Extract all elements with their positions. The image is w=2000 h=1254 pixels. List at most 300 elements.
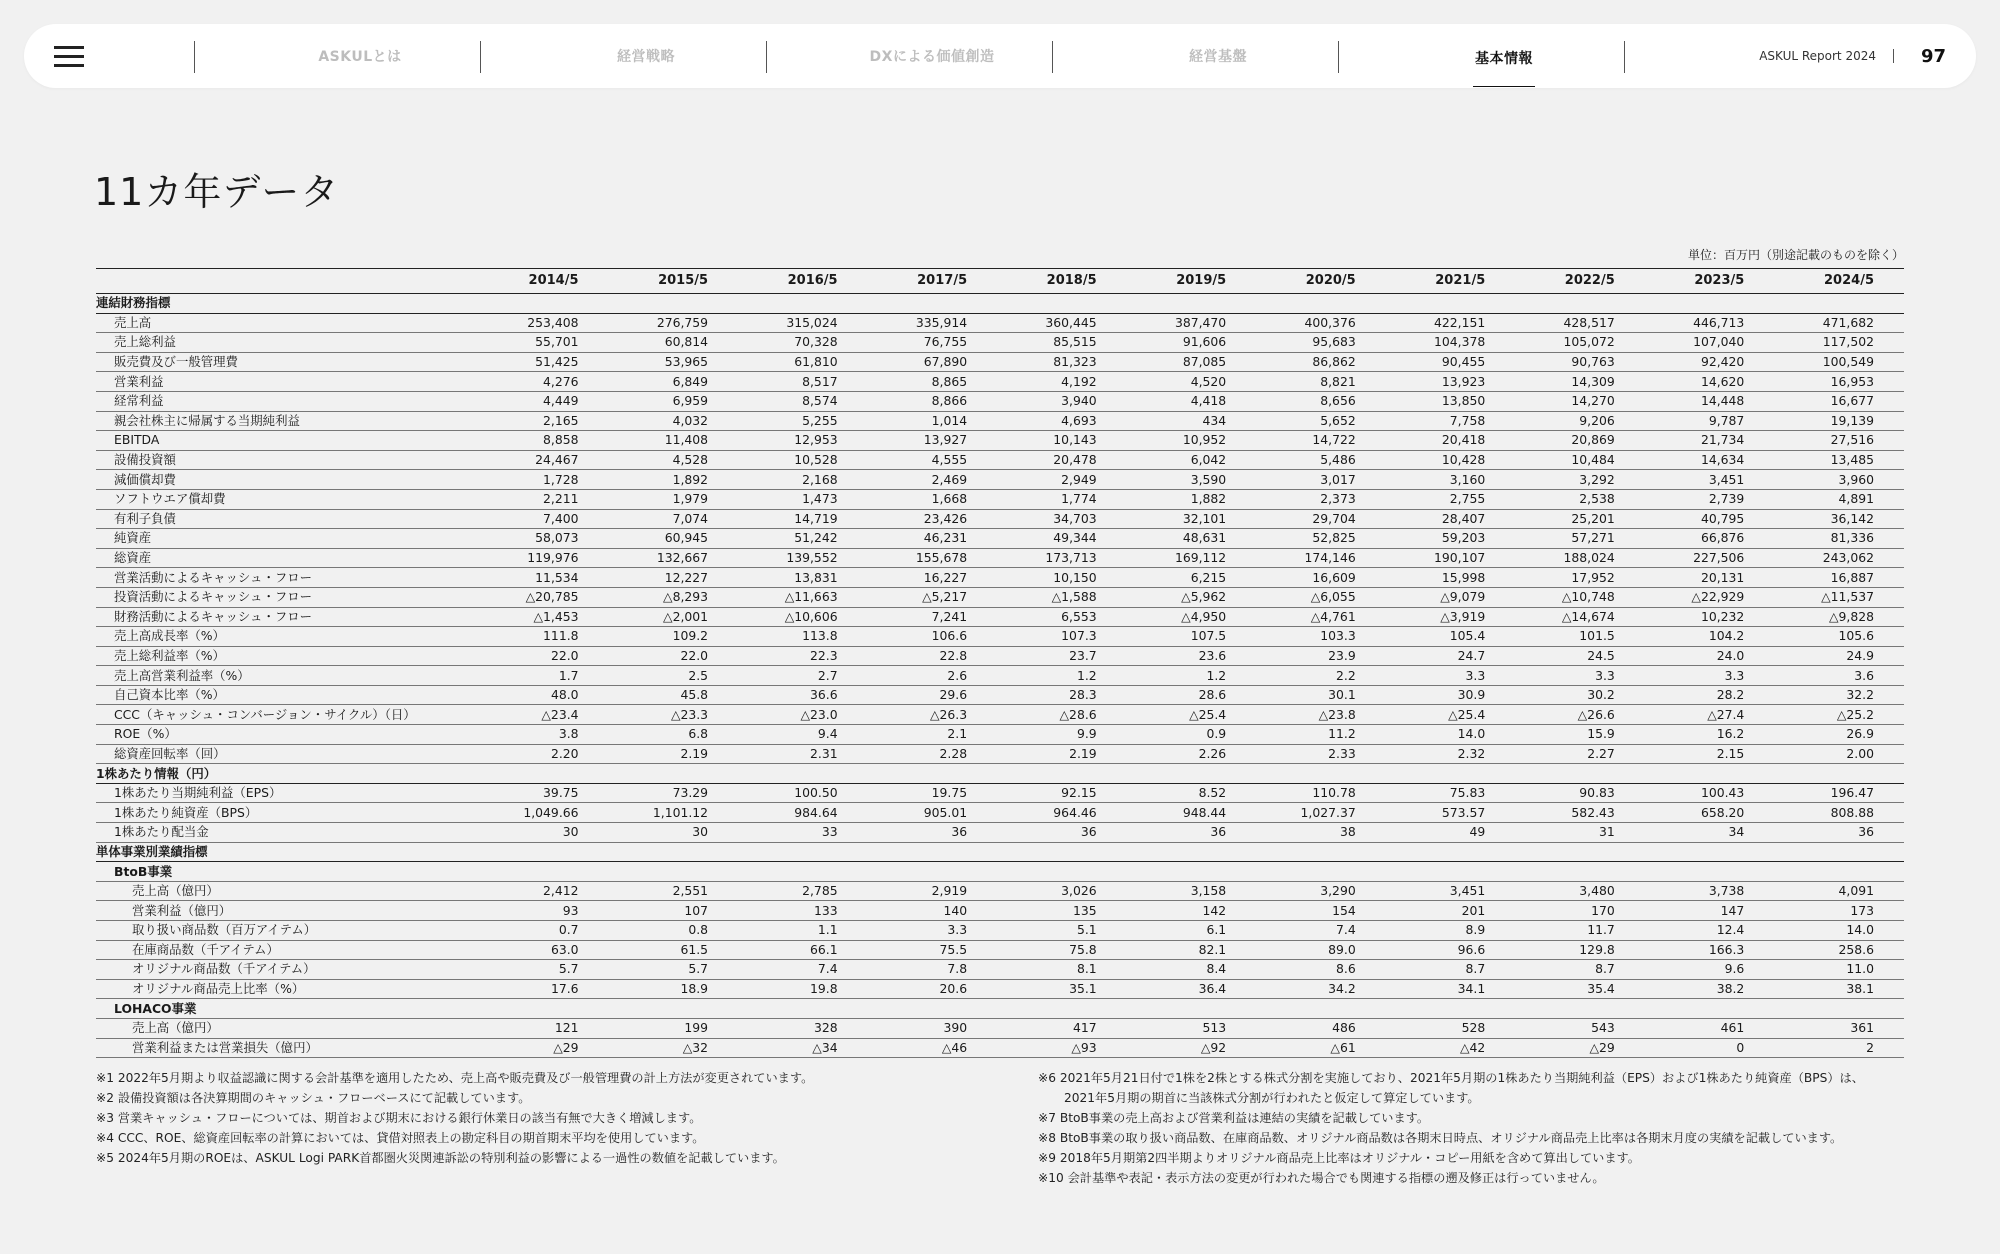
table-cell: 27,516 — [1830, 432, 1874, 448]
tab-label: 経営戦略 — [617, 49, 675, 65]
table-cell: 8.52 — [1198, 785, 1227, 801]
row-label: 売上高（億円） — [132, 883, 219, 899]
table-cell: 9.4 — [817, 726, 838, 742]
table-cell: 140 — [943, 902, 968, 918]
table-cell: 3,160 — [1449, 471, 1486, 487]
table-cell: 2 — [1866, 1039, 1874, 1055]
tab-askul-about[interactable] — [218, 24, 502, 88]
table-cell: 28.6 — [1198, 687, 1227, 703]
table-cell: △2,001 — [663, 608, 709, 624]
table-cell: 276,759 — [656, 314, 709, 330]
table-cell: 36 — [951, 824, 968, 840]
table-cell: 5.7 — [558, 961, 579, 977]
table-cell: 8,821 — [1320, 373, 1356, 389]
table-row — [96, 803, 1904, 823]
table-cell: 11,408 — [664, 432, 709, 448]
subsection-label: BtoB事業 — [114, 863, 173, 879]
table-cell: 528 — [1461, 1020, 1486, 1036]
table-cell: 81,323 — [1053, 354, 1097, 370]
table-cell: 513 — [1202, 1020, 1227, 1036]
table-cell: 110.78 — [1312, 785, 1356, 801]
table-cell: △8,293 — [663, 589, 709, 605]
tab-management-strategy[interactable] — [504, 24, 788, 88]
table-cell: 360,445 — [1045, 314, 1097, 330]
row-label: 売上高営業利益率（%） — [114, 667, 250, 683]
table-cell: 12,227 — [664, 569, 709, 585]
table-cell: 390 — [943, 1020, 968, 1036]
footnote: ※5 2024年5月期のROEは、ASKUL Logi PARK首都圏火災関連訴訟の特別利益の影響による一過性の数値を記載しています。 — [96, 1151, 785, 1165]
table-cell: 1,101.12 — [652, 804, 709, 820]
table-cell: 58,073 — [535, 530, 579, 546]
table-cell: 75.5 — [939, 941, 968, 957]
table-cell: 7,758 — [1449, 412, 1486, 428]
table-cell: 3.3 — [1465, 667, 1486, 683]
table-cell: 7.8 — [947, 961, 968, 977]
table-cell: 9.9 — [1076, 726, 1097, 742]
table-cell: 23.9 — [1328, 647, 1356, 663]
table-cell: 85,515 — [1053, 334, 1097, 350]
table-cell: 20,418 — [1441, 432, 1486, 448]
menu-icon[interactable] — [54, 46, 84, 68]
table-cell: 3,292 — [1579, 471, 1615, 487]
table-cell: 2,373 — [1320, 491, 1356, 507]
table-cell: 38.1 — [1846, 981, 1874, 997]
row-label: 営業利益（億円） — [132, 902, 232, 918]
table-cell: 81,336 — [1830, 530, 1874, 546]
table-cell: 36.6 — [810, 687, 838, 703]
table-cell: 3.3 — [1595, 667, 1615, 683]
table-cell: 6,959 — [672, 393, 709, 409]
table-cell: 2,469 — [931, 471, 968, 487]
table-cell: 48.0 — [550, 687, 579, 703]
table-cell: 73.29 — [672, 785, 709, 801]
table-cell: 29,704 — [1312, 510, 1356, 526]
table-cell: 100.43 — [1700, 785, 1745, 801]
table-cell: 106.6 — [931, 628, 968, 644]
row-label: ソフトウエア償却費 — [114, 491, 226, 507]
table-cell: 6.8 — [688, 726, 709, 742]
table-cell: 36 — [1210, 824, 1227, 840]
table-cell: △26.3 — [930, 706, 968, 722]
table-row — [96, 568, 1904, 588]
table-row — [96, 1018, 1904, 1038]
table-row — [96, 411, 1904, 431]
tab-basic-info[interactable] — [1362, 24, 1646, 88]
table-cell: 28.2 — [1716, 687, 1745, 703]
table-cell: △25.4 — [1448, 706, 1486, 722]
year-header: 2015/5 — [609, 269, 739, 294]
table-row — [96, 921, 1904, 941]
table-row — [96, 725, 1904, 745]
table-cell: △3,919 — [1440, 608, 1486, 624]
table-cell: 5.7 — [688, 961, 709, 977]
footnote: 2021年5月期の期首に当該株式分割が行われたと仮定して算定しています。 — [1064, 1091, 1480, 1105]
table-cell: 2.5 — [688, 667, 709, 683]
table-cell: 174,146 — [1304, 550, 1356, 566]
table-cell: 328 — [813, 1020, 838, 1036]
table-cell: 8.9 — [1465, 922, 1486, 938]
table-cell: 8.7 — [1465, 961, 1486, 977]
table-cell: 8.7 — [1595, 961, 1615, 977]
table-cell: 22.0 — [550, 647, 579, 663]
table-cell: 658.20 — [1700, 804, 1745, 820]
table-cell: △42 — [1459, 1039, 1486, 1055]
table-cell: 387,470 — [1174, 314, 1227, 330]
table-row — [96, 744, 1904, 764]
table-cell: △5,217 — [922, 589, 968, 605]
table-cell: 8.6 — [1336, 961, 1356, 977]
table-cell: 5,255 — [802, 412, 838, 428]
table-cell: 1,728 — [543, 471, 579, 487]
table-row — [96, 646, 1904, 666]
subsection-header-row — [96, 999, 1904, 1019]
table-cell: 2.2 — [1336, 667, 1356, 683]
table-cell: 35.4 — [1587, 981, 1615, 997]
table-cell: 92.15 — [1061, 785, 1097, 801]
table-cell: △92 — [1200, 1039, 1227, 1055]
table-cell: 76,755 — [923, 334, 968, 350]
table-cell: 3,158 — [1190, 883, 1227, 899]
table-cell: 96.6 — [1457, 941, 1486, 957]
row-label: オリジナル商品数（千アイテム） — [132, 961, 316, 977]
year-header: 2019/5 — [1127, 269, 1257, 294]
table-cell: △4,950 — [1181, 608, 1227, 624]
row-label: 総資産 — [114, 550, 152, 566]
table-cell: 948.44 — [1182, 804, 1227, 820]
table-cell: 1,892 — [672, 471, 709, 487]
table-row — [96, 391, 1904, 411]
table-cell: 11.7 — [1587, 922, 1615, 938]
table-cell: 3,017 — [1320, 471, 1356, 487]
table-row — [96, 783, 1904, 803]
table-cell: 243,062 — [1822, 550, 1874, 566]
table-cell: 3,480 — [1579, 883, 1615, 899]
row-label: 総資産回転率（回） — [114, 745, 226, 761]
table-cell: 190,107 — [1434, 550, 1486, 566]
table-cell: 446,713 — [1693, 314, 1745, 330]
row-label: 売上高（億円） — [132, 1020, 219, 1036]
table-cell: 100.50 — [794, 785, 838, 801]
table-cell: 14.0 — [1457, 726, 1486, 742]
footnote: ※10 会計基準や表記・表示方法の変更が行われた場合でも関連する指標の遡及修正は行っていません。 — [1038, 1171, 1605, 1185]
table-cell: 14,719 — [794, 510, 838, 526]
table-cell: 142 — [1202, 902, 1227, 918]
table-cell: 61.5 — [680, 941, 709, 957]
table-cell: 28,407 — [1441, 510, 1486, 526]
table-cell: 1.1 — [817, 922, 838, 938]
table-row — [96, 666, 1904, 686]
table-cell: 543 — [1591, 1020, 1615, 1036]
table-cell: 1.2 — [1206, 667, 1227, 683]
table-cell: △29 — [553, 1039, 579, 1055]
table-cell: 17,952 — [1571, 569, 1615, 585]
table-cell: 36 — [1080, 824, 1097, 840]
row-label: 減価償却費 — [114, 471, 176, 487]
table-cell: 361 — [1850, 1020, 1874, 1036]
tab-management-foundation[interactable] — [1076, 24, 1360, 88]
table-cell: 1,049.66 — [523, 804, 579, 820]
table-cell: 24,467 — [535, 452, 579, 468]
table-cell: 90,455 — [1441, 354, 1486, 370]
row-label: ROE（%） — [114, 726, 177, 742]
table-cell: 67,890 — [923, 354, 968, 370]
table-cell: 3,960 — [1838, 471, 1874, 487]
table-cell: 24.5 — [1587, 647, 1615, 663]
table-cell: 23,426 — [923, 510, 968, 526]
table-cell: △46 — [941, 1039, 968, 1055]
section-label: 1株あたり情報（円） — [96, 764, 1904, 784]
nav-divider — [480, 41, 481, 73]
table-cell: 2.7 — [817, 667, 838, 683]
section-header-row — [96, 764, 1904, 784]
row-label: 1株あたり純資産（BPS） — [114, 804, 258, 820]
table-cell: 70,328 — [794, 334, 838, 350]
table-cell: △23.8 — [1318, 706, 1356, 722]
table-cell: △20,785 — [525, 589, 579, 605]
table-cell: 422,151 — [1434, 314, 1486, 330]
table-cell: 93 — [562, 902, 579, 918]
table-cell: 139,552 — [786, 550, 838, 566]
tab-dx-value-creation[interactable] — [790, 24, 1074, 88]
table-cell: 75.8 — [1069, 941, 1097, 957]
table-cell: 2.20 — [550, 745, 579, 761]
table-cell: 34.2 — [1328, 981, 1356, 997]
tab-label: DXによる価値創造 — [869, 49, 995, 65]
row-label: 営業利益または営業損失（億円） — [132, 1039, 318, 1055]
table-cell: 51,425 — [535, 354, 579, 370]
subsection-header-row — [96, 862, 1904, 882]
table-cell: 7,400 — [543, 510, 579, 526]
table-cell: 75.83 — [1449, 785, 1486, 801]
table-cell: 2.1 — [947, 726, 968, 742]
table-cell: △1,453 — [533, 608, 579, 624]
table-cell: 5,652 — [1320, 412, 1356, 428]
row-label: 有利子負債 — [114, 510, 176, 526]
year-header: 2014/5 — [479, 269, 609, 294]
footnote: ※7 BtoB事業の売上高および営業利益は連結の実績を記載しています。 — [1038, 1111, 1430, 1125]
table-cell: 38.2 — [1716, 981, 1745, 997]
table-cell: 4,192 — [1061, 373, 1097, 389]
table-cell: 417 — [1073, 1020, 1097, 1036]
table-cell: △28.6 — [1059, 706, 1097, 722]
table-cell: 196.47 — [1830, 785, 1874, 801]
year-header: 2021/5 — [1386, 269, 1516, 294]
table-cell: 105,072 — [1563, 334, 1615, 350]
table-cell: 258.6 — [1838, 941, 1874, 957]
table-cell: 4,891 — [1838, 491, 1874, 507]
table-cell: 28.3 — [1069, 687, 1097, 703]
year-header: 2022/5 — [1515, 269, 1645, 294]
section-header-row — [96, 294, 1904, 314]
table-cell: 2,538 — [1579, 491, 1615, 507]
table-cell: 5,486 — [1320, 452, 1356, 468]
table-cell: 1,014 — [931, 412, 968, 428]
table-cell: 9.6 — [1724, 961, 1745, 977]
row-label: オリジナル商品売上比率（%） — [132, 981, 305, 997]
table-cell: 57,271 — [1571, 530, 1615, 546]
row-label: 在庫商品数（千アイテム） — [132, 941, 279, 957]
row-label: 自己資本比率（%） — [114, 687, 225, 703]
year-header: 2023/5 — [1645, 269, 1775, 294]
table-cell: 2,551 — [672, 883, 709, 899]
table-cell: 22.3 — [810, 647, 838, 663]
table-row — [96, 979, 1904, 999]
table-cell: 19.75 — [931, 785, 968, 801]
table-cell: 147 — [1720, 902, 1745, 918]
table-row — [96, 685, 1904, 705]
table-cell: 2,919 — [931, 883, 968, 899]
table-cell: 9,206 — [1579, 412, 1615, 428]
table-cell: △93 — [1071, 1039, 1097, 1055]
table-cell: 107,040 — [1693, 334, 1745, 350]
table-cell: 24.0 — [1716, 647, 1745, 663]
table-cell: 155,678 — [915, 550, 968, 566]
table-cell: 2,412 — [543, 883, 579, 899]
table-cell: 90,763 — [1571, 354, 1615, 370]
table-cell: 14,634 — [1700, 452, 1745, 468]
table-cell: △26.6 — [1577, 706, 1615, 722]
table-cell: 104.2 — [1708, 628, 1745, 644]
table-cell: 32.2 — [1846, 687, 1874, 703]
table-cell: 3,290 — [1320, 883, 1356, 899]
table-row — [96, 470, 1904, 490]
table-cell: 8,866 — [931, 393, 968, 409]
table-cell: 26.9 — [1846, 726, 1874, 742]
table-cell: 434 — [1202, 412, 1227, 428]
table-row — [96, 901, 1904, 921]
table-cell: 166.3 — [1708, 941, 1745, 957]
table-cell: △6,055 — [1310, 589, 1356, 605]
table-cell: 428,517 — [1563, 314, 1615, 330]
table-cell: 4,520 — [1190, 373, 1227, 389]
table-cell: 3.6 — [1854, 667, 1874, 683]
table-cell: 52,825 — [1312, 530, 1356, 546]
table-cell: 23.6 — [1198, 647, 1227, 663]
row-label: 営業利益 — [114, 373, 164, 389]
section-label: 連結財務指標 — [96, 294, 1904, 314]
row-label: 1株あたり当期純利益（EPS） — [114, 785, 282, 801]
table-cell: 119,976 — [527, 550, 579, 566]
table-cell: △4,761 — [1310, 608, 1356, 624]
table-row — [96, 509, 1904, 529]
table-cell: 13,923 — [1441, 373, 1486, 389]
row-label: 純資産 — [114, 530, 152, 546]
table-cell: 24.7 — [1457, 647, 1486, 663]
table-cell: 573.57 — [1441, 804, 1486, 820]
table-row — [96, 489, 1904, 509]
table-cell: 5.1 — [1076, 922, 1097, 938]
table-cell: 113.8 — [802, 628, 838, 644]
table-cell: 61,810 — [794, 354, 838, 370]
table-cell: 7,241 — [931, 608, 968, 624]
table-cell: 8.1 — [1076, 961, 1097, 977]
table-cell: 17.6 — [550, 981, 579, 997]
table-cell: 87,085 — [1182, 354, 1227, 370]
table-cell: △25.2 — [1836, 706, 1874, 722]
table-cell: 49,344 — [1053, 530, 1097, 546]
table-cell: 400,376 — [1304, 314, 1356, 330]
table-cell: 95,683 — [1312, 334, 1356, 350]
table-cell: 13,850 — [1441, 393, 1486, 409]
table-cell: △10,606 — [784, 608, 838, 624]
table-cell: 117,502 — [1822, 334, 1874, 350]
table-cell: △25.4 — [1189, 706, 1227, 722]
table-cell: 3,738 — [1708, 883, 1745, 899]
footnote: ※2 設備投資額は各決算期間のキャッシュ・フローベースにて記載しています。 — [96, 1091, 531, 1105]
table-cell: 51,242 — [794, 530, 838, 546]
table-cell: 11,534 — [535, 569, 579, 585]
table-cell: 4,032 — [672, 412, 709, 428]
table-cell: 105.4 — [1449, 628, 1486, 644]
table-cell: 132,667 — [656, 550, 709, 566]
table-cell: 35.1 — [1069, 981, 1097, 997]
table-cell: 4,528 — [672, 452, 709, 468]
table-cell: 461 — [1720, 1020, 1745, 1036]
row-label: 1株あたり配当金 — [114, 824, 209, 840]
table-cell: 1.2 — [1076, 667, 1097, 683]
table-cell: 66,876 — [1700, 530, 1745, 546]
table-cell: 10,484 — [1571, 452, 1615, 468]
table-cell: 48,631 — [1182, 530, 1227, 546]
table-cell: 14,270 — [1571, 393, 1615, 409]
nav-divider — [1052, 41, 1053, 73]
table-cell: 13,485 — [1830, 452, 1874, 468]
table-cell: 199 — [684, 1020, 709, 1036]
table-row — [96, 352, 1904, 372]
row-label: 取り扱い商品数（百万アイテム） — [132, 922, 317, 938]
table-cell: 2,168 — [802, 471, 838, 487]
table-cell: 63.0 — [550, 941, 579, 957]
unit-note: 単位：百万円（別途記載のものを除く） — [1687, 248, 1904, 262]
table-cell: 2.19 — [1069, 745, 1097, 761]
table-cell: 11.0 — [1846, 961, 1874, 977]
footnote: ※9 2018年5月期第2四半期よりオリジナル商品売上比率はオリジナル・コピー用紙を含めて算出しています。 — [1038, 1151, 1640, 1165]
table-cell: 170 — [1591, 902, 1615, 918]
table-cell: 14.0 — [1846, 922, 1874, 938]
table-cell: △29 — [1589, 1039, 1615, 1055]
table-cell: 984.64 — [794, 804, 838, 820]
table-cell: 36,142 — [1830, 510, 1874, 526]
table-cell: 133 — [813, 902, 838, 918]
table-cell: 0.8 — [688, 922, 709, 938]
table-cell: 2.19 — [680, 745, 709, 761]
table-cell: △23.3 — [670, 706, 709, 722]
table-cell: △9,079 — [1440, 589, 1486, 605]
table-cell: 4,449 — [543, 393, 579, 409]
row-label: 経常利益 — [114, 393, 164, 409]
table-cell: 21,734 — [1700, 432, 1745, 448]
table-cell: 173,713 — [1045, 550, 1097, 566]
row-label: 財務活動によるキャッシュ・フロー — [114, 608, 313, 624]
table-cell: 20,478 — [1053, 452, 1097, 468]
table-cell: 10,232 — [1700, 608, 1745, 624]
header-label-cell — [96, 269, 479, 294]
table-cell: 16,677 — [1830, 393, 1874, 409]
table-cell: △23.4 — [541, 706, 579, 722]
table-cell: 2,785 — [802, 883, 838, 899]
table-cell: 29.6 — [939, 687, 968, 703]
table-cell: △11,537 — [1821, 589, 1874, 605]
table-cell: 964.46 — [1053, 804, 1097, 820]
table-cell: 22.8 — [939, 647, 968, 663]
table-cell: 30.2 — [1587, 687, 1615, 703]
table-cell: 3,940 — [1061, 393, 1097, 409]
nav-divider — [766, 41, 767, 73]
page-number: 97 — [1920, 45, 1946, 67]
table-cell: 2,211 — [543, 491, 579, 507]
tab-label: 基本情報 — [1473, 26, 1535, 87]
table-cell: 33 — [821, 824, 838, 840]
